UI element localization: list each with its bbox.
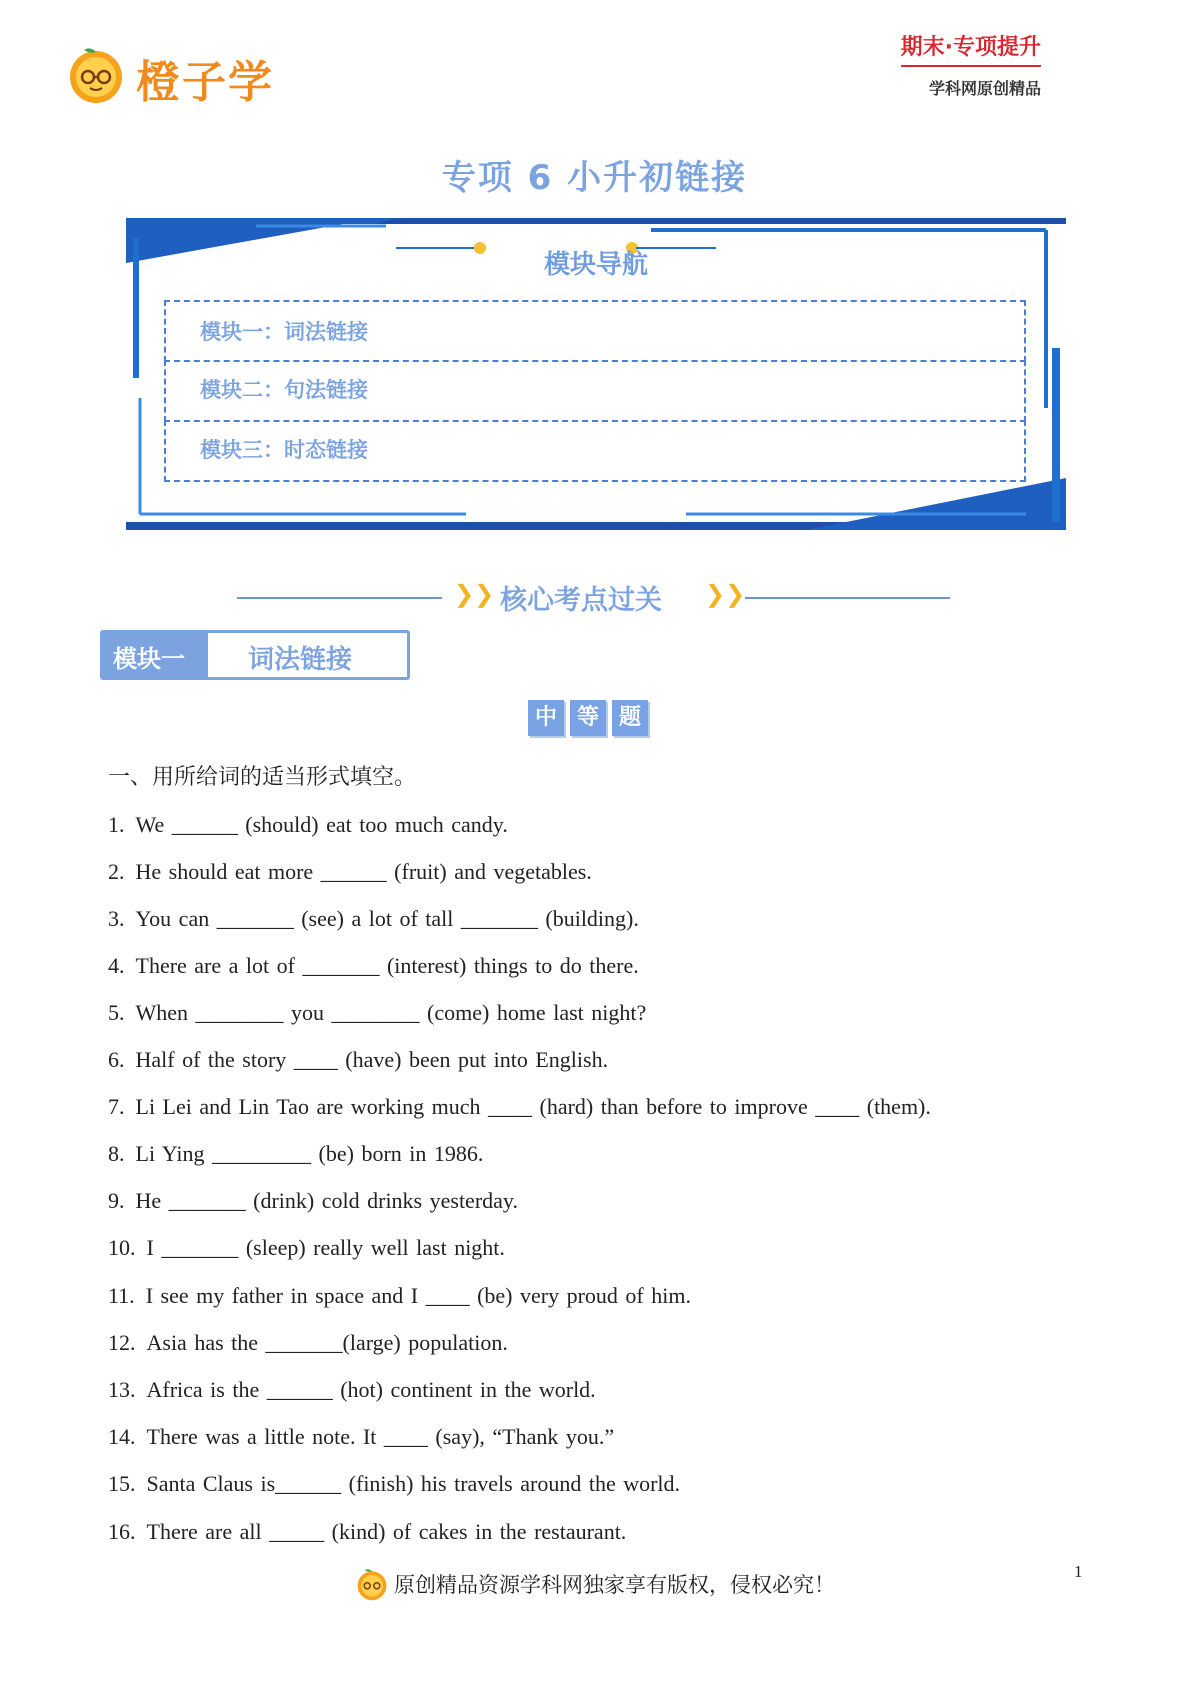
question-number: 11. xyxy=(108,1283,135,1308)
nav-item-label: 模块三：时态链接 xyxy=(200,438,368,462)
nav-item-label: 模块一：词法链接 xyxy=(200,320,368,344)
question-text: Santa Claus is______ (finish) his travels around the world. xyxy=(146,1471,681,1496)
question-item xyxy=(108,906,639,932)
difficulty-tile: 中 xyxy=(528,700,564,736)
nav-item-module-1[interactable] xyxy=(164,300,1026,362)
question-number: 16. xyxy=(108,1519,136,1544)
module-tab-number-bg xyxy=(103,633,208,677)
question-item xyxy=(108,1377,596,1403)
question-item xyxy=(108,859,592,885)
question-number: 4. xyxy=(108,953,125,978)
badge-title: 期末·专项提升 xyxy=(901,30,1041,67)
question-item xyxy=(108,953,639,979)
question-item xyxy=(108,1235,505,1261)
question-text: You can _______ (see) a lot of tall _______ (building). xyxy=(135,906,639,931)
question-text: Half of the story ____ (have) been put into English. xyxy=(135,1047,609,1072)
question-number: 3. xyxy=(108,906,125,931)
question-text: I see my father in space and I ____ (be) very proud of him. xyxy=(145,1283,691,1308)
nav-item-label: 模块二：句法链接 xyxy=(200,378,368,402)
divider xyxy=(745,597,950,599)
question-number: 12. xyxy=(108,1330,136,1355)
question-item xyxy=(108,1471,680,1497)
module-tab-name: 词法链接 xyxy=(248,645,353,675)
question-text: We ______ (should) eat too much candy. xyxy=(135,812,508,837)
nav-item-module-2[interactable] xyxy=(164,360,1026,422)
question-text: There was a little note. It ____ (say), “Thank you.” xyxy=(146,1424,615,1449)
question-item xyxy=(108,1424,614,1450)
question-number: 1. xyxy=(108,812,125,837)
question-text: I _______ (sleep) really well last night. xyxy=(146,1235,505,1260)
question-text: Li Ying _________ (be) born in 1986. xyxy=(135,1141,484,1166)
divider xyxy=(237,597,442,599)
core-section-heading xyxy=(0,578,1189,618)
page-title: 专项 6 小升初链接 xyxy=(441,158,748,198)
copyright-notice: 原创精品资源学科网独家享有版权，侵权必究！ xyxy=(394,1573,835,1597)
nav-item-module-3[interactable] xyxy=(164,420,1026,482)
orange-face-icon xyxy=(354,1566,390,1602)
core-section-title: 核心考点过关 xyxy=(500,585,662,616)
question-text: Li Lei and Lin Tao are working much ____ (hard) than before to improve ____ (them). xyxy=(135,1094,931,1119)
question-number: 7. xyxy=(108,1094,125,1119)
question-number: 2. xyxy=(108,859,125,884)
question-number: 8. xyxy=(108,1141,125,1166)
question-text: There are all _____ (kind) of cakes in the restaurant. xyxy=(146,1519,627,1544)
question-number: 14. xyxy=(108,1424,136,1449)
question-number: 10. xyxy=(108,1235,136,1260)
badge-subtitle: 学科网原创精品 xyxy=(928,79,1041,98)
question-item xyxy=(108,1330,508,1356)
question-text: He should eat more ______ (fruit) and vegetables. xyxy=(135,859,592,884)
difficulty-tile: 题 xyxy=(612,700,648,736)
module-navigation-box xyxy=(126,218,1066,530)
question-number: 13. xyxy=(108,1377,136,1402)
question-number: 9. xyxy=(108,1188,125,1213)
question-item xyxy=(108,1188,518,1214)
module-tab xyxy=(100,630,410,680)
module-tab-number: 模块一 xyxy=(113,645,185,673)
logo-text: 橙子学 xyxy=(136,57,274,108)
question-text: He _______ (drink) cold drinks yesterday. xyxy=(135,1188,518,1213)
footer xyxy=(0,1566,1189,1606)
question-number: 15. xyxy=(108,1471,136,1496)
double-chevron-icon: ❯❯ xyxy=(454,580,495,608)
question-text: When ________ you ________ (come) home last night? xyxy=(135,1000,647,1025)
difficulty-label xyxy=(528,700,654,736)
navigation-heading: 模块导航 xyxy=(543,250,648,280)
question-item xyxy=(108,1283,691,1309)
difficulty-tile: 等 xyxy=(570,700,606,736)
orange-face-icon xyxy=(66,44,126,104)
page-number: 1 xyxy=(1074,1562,1083,1581)
question-item xyxy=(108,812,508,838)
question-item xyxy=(108,1094,931,1120)
instruction: 一、用所给词的适当形式填空。 xyxy=(108,765,417,790)
question-item xyxy=(108,1000,646,1026)
question-item xyxy=(108,1047,608,1073)
question-number: 6. xyxy=(108,1047,125,1072)
logo xyxy=(66,36,326,106)
question-text: Africa is the ______ (hot) continent in the world. xyxy=(146,1377,596,1402)
question-item xyxy=(108,1141,483,1167)
question-text: There are a lot of _______ (interest) things to do there. xyxy=(135,953,639,978)
question-text: Asia has the _______(large) population. xyxy=(146,1330,508,1355)
question-number: 5. xyxy=(108,1000,125,1025)
double-chevron-icon: ❯❯ xyxy=(705,580,746,608)
question-item xyxy=(108,1519,626,1545)
